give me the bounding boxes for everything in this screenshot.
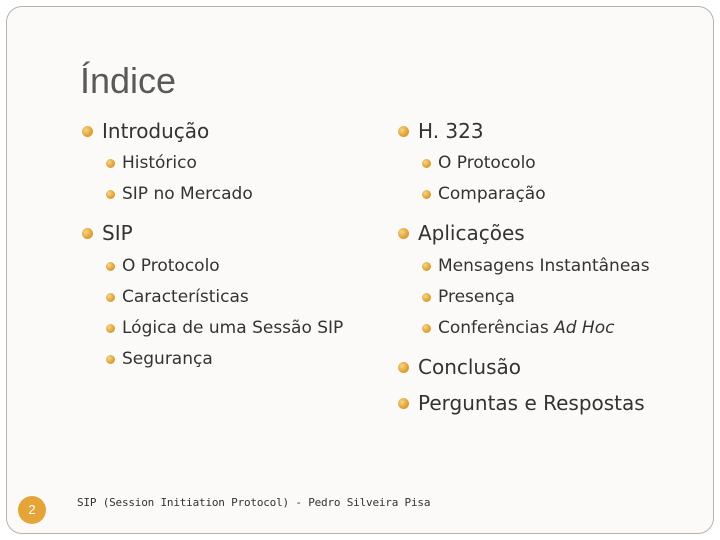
list-item bbox=[80, 183, 380, 206]
list-item bbox=[396, 152, 696, 175]
orb-bullet-icon bbox=[422, 293, 431, 302]
list-item bbox=[396, 183, 696, 206]
list-item-label: SIP no Mercado bbox=[122, 184, 253, 204]
list-item-label: SIP bbox=[102, 221, 133, 245]
list-item-label: Comparação bbox=[438, 184, 546, 204]
list-item bbox=[396, 390, 696, 416]
list-item bbox=[396, 317, 696, 340]
list-item-label: Características bbox=[122, 287, 249, 307]
orb-bullet-icon bbox=[82, 228, 93, 239]
list-item-label: Segurança bbox=[122, 349, 213, 369]
page-number: 2 bbox=[18, 496, 46, 524]
list-item bbox=[80, 348, 380, 371]
footer-text: SIP (Session Initiation Protocol) - Pedro Silveira Pisa bbox=[77, 496, 431, 509]
list-item-label: O Protocolo bbox=[438, 153, 536, 173]
list-item-label: Perguntas e Respostas bbox=[418, 391, 645, 415]
list-item-label: Conclusão bbox=[418, 355, 522, 379]
orb-bullet-icon bbox=[422, 324, 431, 333]
right-column bbox=[396, 118, 696, 416]
list-item bbox=[80, 317, 362, 340]
list-item-label: Histórico bbox=[122, 153, 197, 173]
orb-bullet-icon bbox=[106, 262, 115, 271]
list-item bbox=[396, 220, 696, 246]
orb-bullet-icon bbox=[106, 293, 115, 302]
orb-bullet-icon bbox=[82, 126, 93, 137]
list-item-label: Lógica de uma Sessão SIP bbox=[122, 318, 344, 338]
list-item bbox=[80, 152, 380, 175]
list-item bbox=[80, 286, 380, 309]
page-title: Índice bbox=[80, 60, 177, 101]
list-item bbox=[80, 118, 380, 144]
list-item bbox=[396, 255, 696, 278]
orb-bullet-icon bbox=[106, 190, 115, 199]
list-item bbox=[80, 255, 380, 278]
list-item-label-italic: Ad Hoc bbox=[554, 318, 615, 338]
orb-bullet-icon bbox=[422, 262, 431, 271]
orb-bullet-icon bbox=[106, 159, 115, 168]
orb-bullet-icon bbox=[422, 190, 431, 199]
left-column bbox=[80, 118, 380, 371]
orb-bullet-icon bbox=[398, 126, 409, 137]
orb-bullet-icon bbox=[398, 362, 409, 373]
list-item bbox=[396, 354, 696, 380]
list-item-label: Aplicações bbox=[418, 221, 525, 245]
list-item-label: Mensagens Instantâneas bbox=[438, 256, 650, 276]
orb-bullet-icon bbox=[106, 355, 115, 364]
orb-bullet-icon bbox=[398, 228, 409, 239]
list-item-label: O Protocolo bbox=[122, 256, 220, 276]
list-item-label: Conferências bbox=[438, 318, 549, 338]
orb-bullet-icon bbox=[398, 398, 409, 409]
list-item bbox=[396, 118, 696, 144]
list-item-label: H. 323 bbox=[418, 119, 484, 143]
list-item-label: Presença bbox=[438, 287, 515, 307]
orb-bullet-icon bbox=[422, 159, 431, 168]
list-item bbox=[396, 286, 696, 309]
list-item bbox=[80, 220, 380, 246]
list-item-label: Introdução bbox=[102, 119, 210, 143]
orb-bullet-icon bbox=[106, 324, 115, 333]
